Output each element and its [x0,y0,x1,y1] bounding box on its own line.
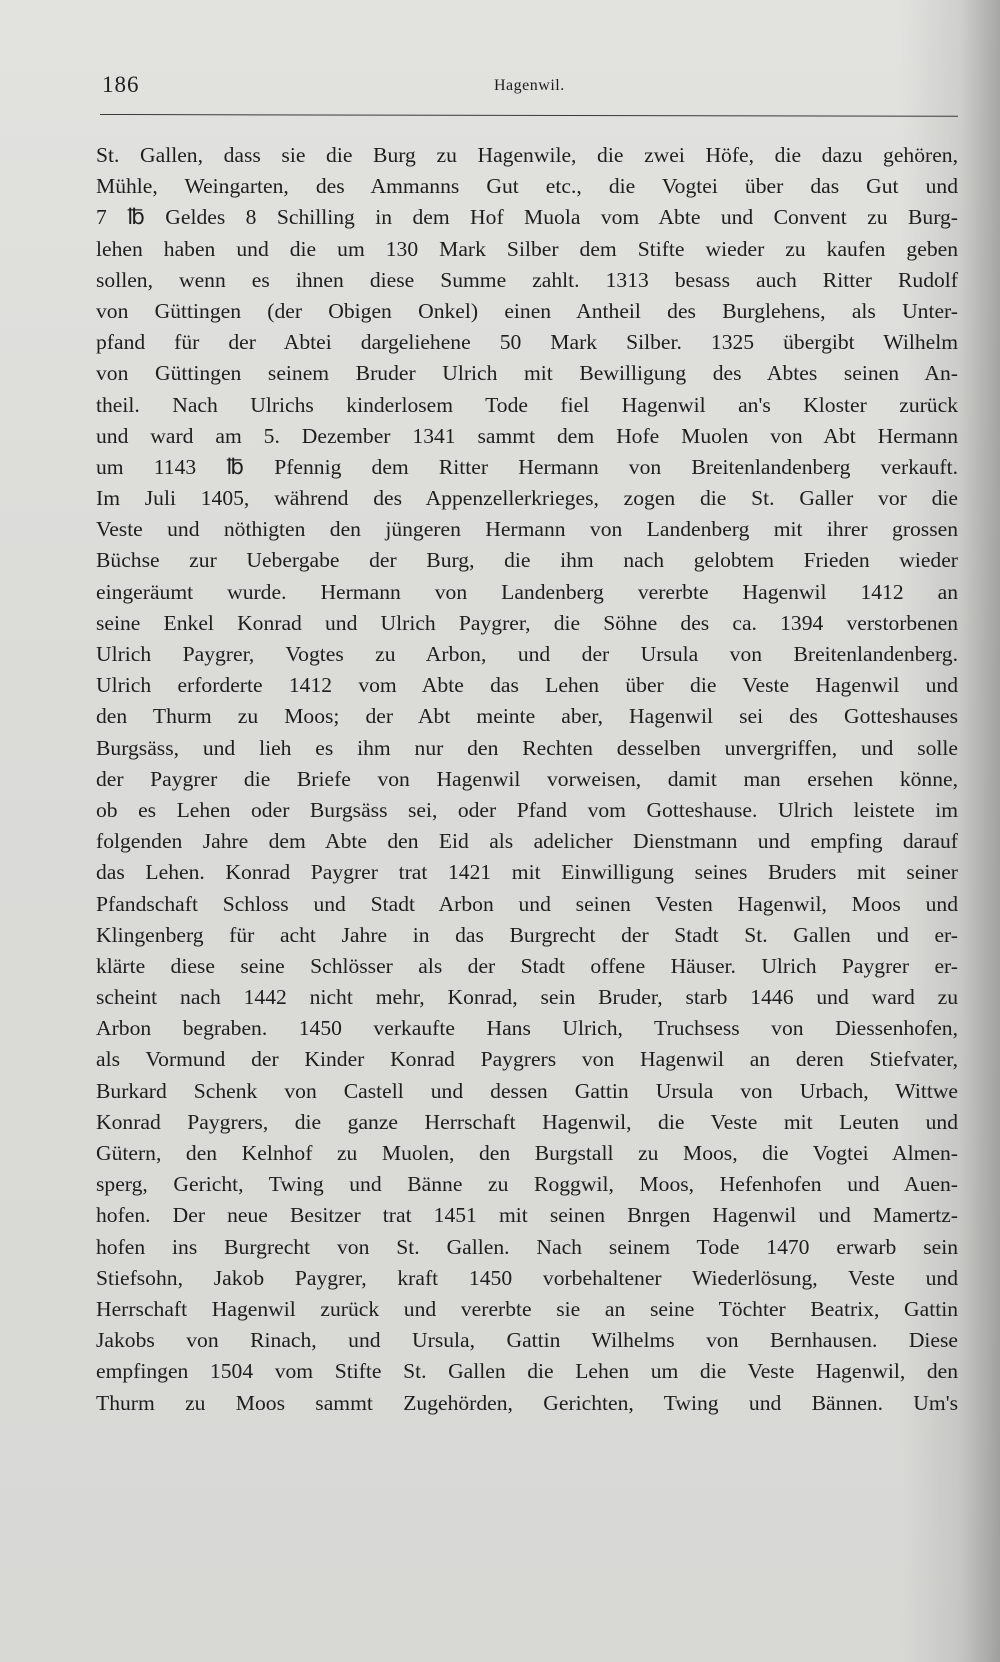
text-line: und ward am 5. Dezember 1341 sammt dem Hofe Muolen von Abt Hermann [96,423,958,448]
text-line: das Lehen. Konrad Paygrer trat 1421 mit Einwilligung seines Bruders mit seiner [96,860,958,885]
text-line: lehen haben und die um 130 Mark Silber dem Stifte wieder zu kaufen geben [96,236,958,261]
text-line: sollen, wenn es ihnen diese Summe zahlt. 1313 besass auch Ritter Rudolf [96,267,958,292]
text-line: seine Enkel Konrad und Ulrich Paygrer, die Söhne des ca. 1394 verstorbenen [96,610,958,635]
text-line: klärte diese seine Schlösser als der Stadt offene Häuser. Ulrich Paygrer er- [96,953,958,978]
page-number: 186 [102,72,140,97]
text-line: folgenden Jahre dem Abte den Eid als adelicher Dienstmann und empfing darauf [96,829,958,854]
text-line: der Paygrer die Briefe von Hagenwil vorweisen, damit man ersehen könne, [96,766,958,791]
text-line: von Güttingen seinem Bruder Ulrich mit Bewilligung des Abtes seinen An- [96,361,958,386]
text-line: St. Gallen, dass sie die Burg zu Hagenwile, die zwei Höfe, die dazu gehören, [96,143,958,167]
text-line: hofen. Der neue Besitzer trat 1451 mit seinen Bnrgen Hagenwil und Mamertz- [96,1203,958,1228]
running-head: Hagenwil. [494,77,565,94]
text-line: Stiefsohn, Jakob Paygrer, kraft 1450 vorbehaltener Wiederlösung, Veste und [96,1265,958,1290]
text-line: Ulrich Paygrer, Vogtes zu Arbon, und der Ursula von Breitenlandenberg. [96,642,958,666]
text-line: Burgsäss, und lieh es ihm nur den Rechten desselben unvergriffen, und solle [96,735,958,760]
text-line: Gütern, den Kelnhof zu Muolen, den Burgstall zu Moos, die Vogtei Almen- [96,1141,958,1165]
text-line: ob es Lehen oder Burgsäss sei, oder Pfand vom Gotteshause. Ulrich leistete im [96,797,958,822]
text-line: eingeräumt wurde. Hermann von Landenberg vererbte Hagenwil 1412 an [96,579,958,604]
text-line: theil. Nach Ulrichs kinderlosem Tode fiel Hagenwil an's Kloster zurück [96,392,958,417]
text-line: scheint nach 1442 nicht mehr, Konrad, sein Bruder, starb 1446 und ward zu [96,985,958,1010]
text-line: hofen ins Burgrecht von St. Gallen. Nach seinem Tode 1470 erwarb sein [96,1234,958,1259]
text-line: Ulrich erforderte 1412 vom Abte das Lehen über die Veste Hagenwil und [96,673,958,698]
text-line: pfand für der Abtei dargeliehene 50 Mark Silber. 1325 übergibt Wilhelm [96,330,958,355]
text-line: Thurm zu Moos sammt Zugehörden, Gerichten, Twing und Bännen. Um's [96,1390,958,1415]
text-line: Im Juli 1405, während des Appenzellerkrieges, zogen die St. Galler vor die [96,486,958,511]
text-line: Veste und nöthigten den jüngeren Hermann von Landenberg mit ihrer grossen [96,517,958,542]
text-line: Arbon begraben. 1450 verkaufte Hans Ulrich, Truchsess von Diessenhofen, [96,1016,958,1041]
text-line: 7 ℔ Geldes 8 Schilling in dem Hof Muola vom Abte und Convent zu Burg- [96,205,958,230]
page-header [102,72,956,104]
text-line: von Güttingen (der Obigen Onkel) einen Antheil des Burglehens, als Unter- [96,298,958,323]
text-line: Büchse zur Uebergabe der Burg, die ihm nach gelobtem Frieden wieder [96,548,958,573]
header-rule [100,114,958,117]
text-line: Jakobs von Rinach, und Ursula, Gattin Wilhelms von Bernhausen. Diese [96,1328,958,1353]
text-line: empfingen 1504 vom Stifte St. Gallen die Lehen um die Veste Hagenwil, den [96,1359,958,1384]
text-line: den Thurm zu Moos; der Abt meinte aber, Hagenwil sei des Gotteshauses [96,704,958,729]
text-line: Burkard Schenk von Castell und dessen Gattin Ursula von Urbach, Wittwe [96,1078,958,1103]
text-line: Klingenberg für acht Jahre in das Burgrecht der Stadt St. Gallen und er- [96,922,958,947]
text-line: Herrschaft Hagenwil zurück und vererbte sie an seine Töchter Beatrix, Gattin [96,1296,958,1321]
text-line: Mühle, Weingarten, des Ammanns Gut etc., die Vogtei über das Gut und [96,174,958,199]
text-line: als Vormund der Kinder Konrad Paygrers von Hagenwil an deren Stiefvater, [96,1047,958,1072]
text-line: Pfandschaft Schloss und Stadt Arbon und seinen Vesten Hagenwil, Moos und [96,891,958,916]
text-line: sperg, Gericht, Twing und Bänne zu Roggwil, Moos, Hefenhofen und Auen- [96,1172,958,1197]
body-text [96,140,958,1419]
text-line: um 1143 ℔ Pfennig dem Ritter Hermann von Breitenlandenberg verkauft. [96,454,958,479]
text-line: Konrad Paygrers, die ganze Herrschaft Hagenwil, die Veste mit Leuten und [96,1109,958,1134]
